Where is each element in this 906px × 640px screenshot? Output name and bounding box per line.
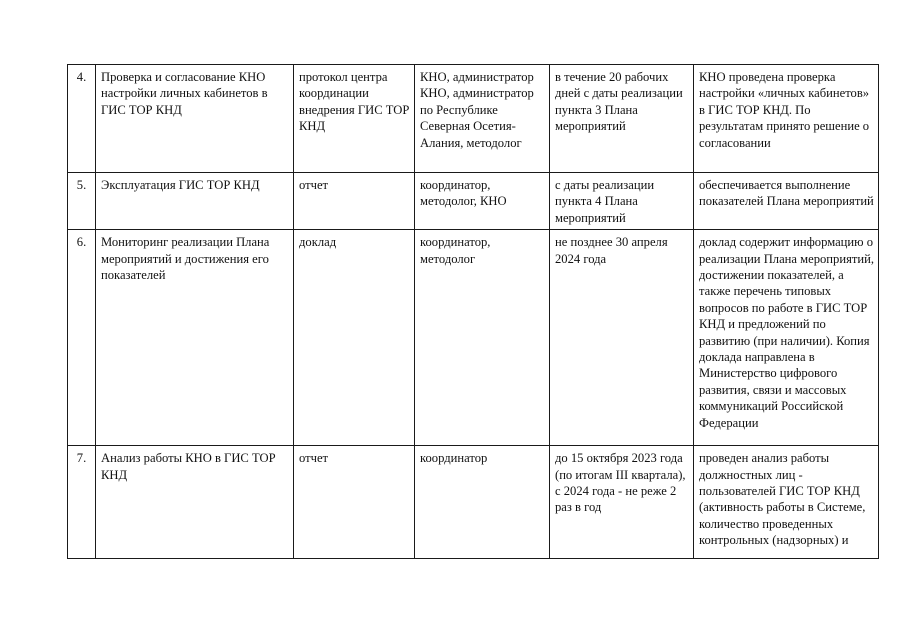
expected-result: обеспечивается выполнение показателей Плана мероприятий — [694, 173, 879, 230]
activity-name: Проверка и согласование КНО настройки личных кабинетов в ГИС ТОР КНД — [96, 65, 294, 173]
document-type: отчет — [294, 173, 415, 230]
deadline: с даты реализации пункта 4 Плана мероприятий — [550, 173, 694, 230]
responsible-party: КНО, администратор КНО, администратор по Республике Северная Осетия-Алания, методолог — [415, 65, 550, 173]
deadline: до 15 октября 2023 года (по итогам III квартала), с 2024 года - не реже 2 раз в год — [550, 446, 694, 559]
responsible-party: координатор — [415, 446, 550, 559]
document-type: доклад — [294, 230, 415, 446]
activity-name: Анализ работы КНО в ГИС ТОР КНД — [96, 446, 294, 559]
row-number: 7. — [68, 446, 96, 559]
expected-result: КНО проведена проверка настройки «личных кабинетов» в ГИС ТОР КНД. По результатам принято решение о согласовании — [694, 65, 879, 173]
responsible-party: координатор, методолог — [415, 230, 550, 446]
deadline: в течение 20 рабочих дней с даты реализации пункта 3 Плана мероприятий — [550, 65, 694, 173]
row-number: 6. — [68, 230, 96, 446]
table-row — [68, 446, 879, 559]
table-row — [68, 173, 879, 230]
row-number: 5. — [68, 173, 96, 230]
expected-result: проведен анализ работы должностных лиц - пользователей ГИС ТОР КНД (активность работы в Системе, количество проведенных контрольных (надзорных) и — [694, 446, 879, 559]
responsible-party: координатор, методолог, КНО — [415, 173, 550, 230]
deadline: не позднее 30 апреля 2024 года — [550, 230, 694, 446]
expected-result: доклад содержит информацию о реализации Плана мероприятий, достижении показателей, а также перечень типовых вопросов по работе в ГИС ТОР КНД и предложений по развитию (при наличии). Копия доклада направлена в Министерство цифрового развития, связи и массовых коммуникаций Российской Федерации — [694, 230, 879, 446]
row-number: 4. — [68, 65, 96, 173]
activity-name: Мониторинг реализации Плана мероприятий и достижения его показателей — [96, 230, 294, 446]
document-type: протокол центра координации внедрения ГИС ТОР КНД — [294, 65, 415, 173]
table-row — [68, 65, 879, 173]
document-type: отчет — [294, 446, 415, 559]
table-row — [68, 230, 879, 446]
activity-name: Эксплуатация ГИС ТОР КНД — [96, 173, 294, 230]
action-plan-table — [67, 64, 879, 559]
